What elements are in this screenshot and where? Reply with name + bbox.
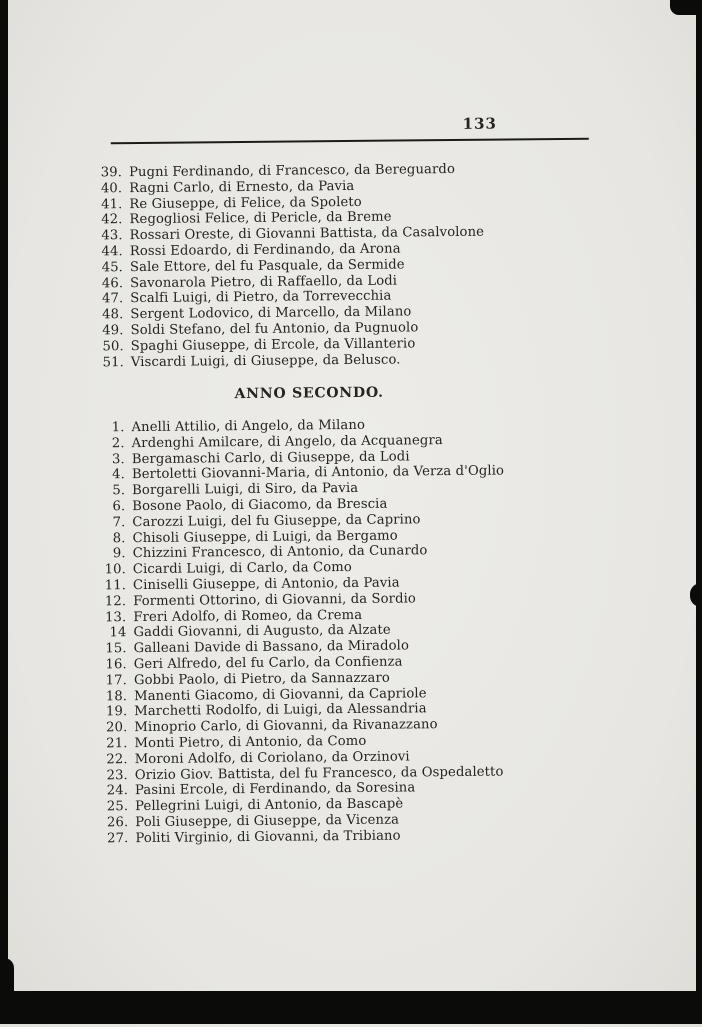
item-number: 3. <box>111 451 125 467</box>
item-number: 13. <box>104 609 127 625</box>
item-number: 10. <box>104 562 126 578</box>
item-number: 22. <box>106 751 128 768</box>
item-number: 1. <box>111 420 125 436</box>
item-text: Borgarelli Luigi, di Siro, da Pavia <box>132 481 359 499</box>
item-text: Carozzi Luigi, del fu Giuseppe, da Caprino <box>132 512 421 530</box>
item-text: Re Giuseppe, di Felice, da Spoleto <box>129 194 362 212</box>
item-number: 23. <box>106 767 128 783</box>
item-text: Monti Pietro, di Antonio, da Como <box>134 733 367 752</box>
student-list-first-year-continued <box>95 162 485 371</box>
item-text: Rossi Edoardo, di Ferdinando, da Arona <box>129 241 401 260</box>
item-number: 2. <box>111 435 125 452</box>
item-text: Gobbi Paolo, di Pietro, da Sannazzaro <box>133 670 390 688</box>
item-number: 49. <box>102 323 124 339</box>
item-text: Sale Ettore, del fu Pasquale, da Sermide <box>129 257 405 275</box>
item-text: Galleani Davide di Bassano, da Miradolo <box>133 638 410 657</box>
item-number: 8. <box>112 530 126 546</box>
item-number: 46. <box>101 275 124 291</box>
item-number: 48. <box>102 307 124 323</box>
item-text: Soldi Stefano, del fu Antonio, da Pugnuolo <box>130 320 419 339</box>
item-text: Ragni Carlo, di Ernesto, da Pavia <box>129 178 355 196</box>
item-text: Formenti Ottorino, di Giovanni, da Sordio <box>133 591 417 609</box>
item-number: 44. <box>101 244 123 260</box>
item-number: 40. <box>100 180 123 197</box>
item-text: Scalfi Luigi, di Pietro, da Torrevecchia <box>130 288 392 307</box>
item-text: Ardenghi Amilcare, di Angelo, da Acquanegra <box>131 432 443 451</box>
page-number: 133 <box>462 114 497 133</box>
item-text: Regogliosi Felice, di Pericle, da Breme <box>129 209 392 228</box>
item-number: 20. <box>106 720 128 736</box>
item-text: Geri Alfredo, del fu Carlo, da Confienza <box>133 654 403 673</box>
item-number: 16. <box>105 657 127 673</box>
list-item <box>97 351 486 371</box>
item-number: 21. <box>106 736 128 752</box>
item-text: Bosone Paolo, di Giacomo, da Brescia <box>132 496 388 515</box>
item-number: 45. <box>101 259 124 276</box>
item-number: 26. <box>106 815 129 831</box>
item-number: 4. <box>112 467 126 483</box>
item-number: 24. <box>106 783 129 799</box>
item-text: Pellegrini Luigi, di Antonio, da Bascapè <box>135 796 404 815</box>
item-text: Bergamaschi Carlo, di Giuseppe, da Lodi <box>131 449 410 467</box>
item-text: Gaddi Giovanni, di Augusto, da Alzate <box>133 622 391 641</box>
scan-artifact-bottom-left-corner <box>0 958 14 998</box>
item-number: 9. <box>112 546 126 562</box>
item-number: 11. <box>104 578 127 594</box>
item-number: 14 <box>109 625 127 641</box>
item-text: Viscardi Luigi, di Giuseppe, da Belusco. <box>130 352 401 370</box>
item-text: Savonarola Pietro, di Raffaello, da Lodi <box>130 273 398 291</box>
section-heading-anno-secondo: ANNO SECONDO. <box>234 384 384 403</box>
scan-artifact-top-right-corner <box>670 0 702 15</box>
item-number: 7. <box>112 514 126 531</box>
item-text: Freri Adolfo, di Romeo, da Crema <box>133 607 363 625</box>
item-text: Cicardi Luigi, di Carlo, da Como <box>132 560 352 578</box>
item-number: 15. <box>105 641 127 657</box>
item-text: Bertoletti Giovanni-Maria, di Antonio, da Verza d'Oglio <box>131 463 505 483</box>
item-text: Poli Giuseppe, di Giuseppe, da Vicenza <box>135 812 400 830</box>
item-text: Chisoli Giuseppe, di Luigi, da Bergamo <box>132 528 398 546</box>
scan-artifact-right-edge <box>696 0 702 1024</box>
item-text: Pugni Ferdinando, di Francesco, da Bereguardo <box>128 161 456 181</box>
item-text: Politi Virginio, di Giovanni, da Tribiano <box>135 828 401 846</box>
item-number: 18. <box>105 688 128 704</box>
item-number: 41. <box>100 196 123 212</box>
item-number: 27. <box>107 830 129 847</box>
item-number: 5. <box>112 483 126 499</box>
item-text: Moroni Adolfo, di Coriolano, da Orzinovi <box>134 749 410 767</box>
scan-artifact-bottom-edge <box>0 991 702 1024</box>
item-number: 6. <box>112 499 126 515</box>
scan-artifact-left-edge <box>0 0 8 1024</box>
item-text: Anelli Attilio, di Angelo, da Milano <box>131 417 366 436</box>
item-number: 50. <box>102 338 124 355</box>
item-text: Rossari Oreste, di Giovanni Battista, da Casalvolone <box>129 224 485 244</box>
list-item <box>101 827 507 847</box>
item-number: 17. <box>105 672 127 689</box>
student-list-anno-secondo <box>97 417 507 847</box>
item-text: Marchetti Rodolfo, di Luigi, da Alessandria <box>134 701 427 720</box>
item-number: 12. <box>104 593 127 610</box>
item-text: Minoprio Carlo, di Giovanni, da Rivanazzano <box>134 717 438 736</box>
item-number: 47. <box>101 291 124 307</box>
item-text: Sergent Lodovico, di Marcello, da Milano <box>130 304 412 323</box>
item-number: 42. <box>101 212 123 228</box>
item-text: Orizio Giov. Battista, del fu Francesco, da Ospedaletto <box>134 764 504 783</box>
item-text: Chizzini Francesco, di Antonio, da Cunardo <box>132 543 428 562</box>
item-text: Manenti Giacomo, di Giovanni, da Capriole <box>133 685 427 704</box>
item-number: 43. <box>101 228 123 244</box>
item-number: 19. <box>105 704 128 720</box>
item-text: Ciniselli Giuseppe, di Antonio, da Pavia <box>132 575 400 594</box>
item-text: Spaghi Giuseppe, di Ercole, da Villanterio <box>130 336 416 354</box>
header-rule <box>111 138 589 145</box>
item-number: 51. <box>102 354 124 370</box>
item-number: 39. <box>100 165 123 181</box>
item-number: 25. <box>106 799 129 815</box>
item-text: Pasini Ercole, di Ferdinando, da Soresina <box>134 780 416 799</box>
